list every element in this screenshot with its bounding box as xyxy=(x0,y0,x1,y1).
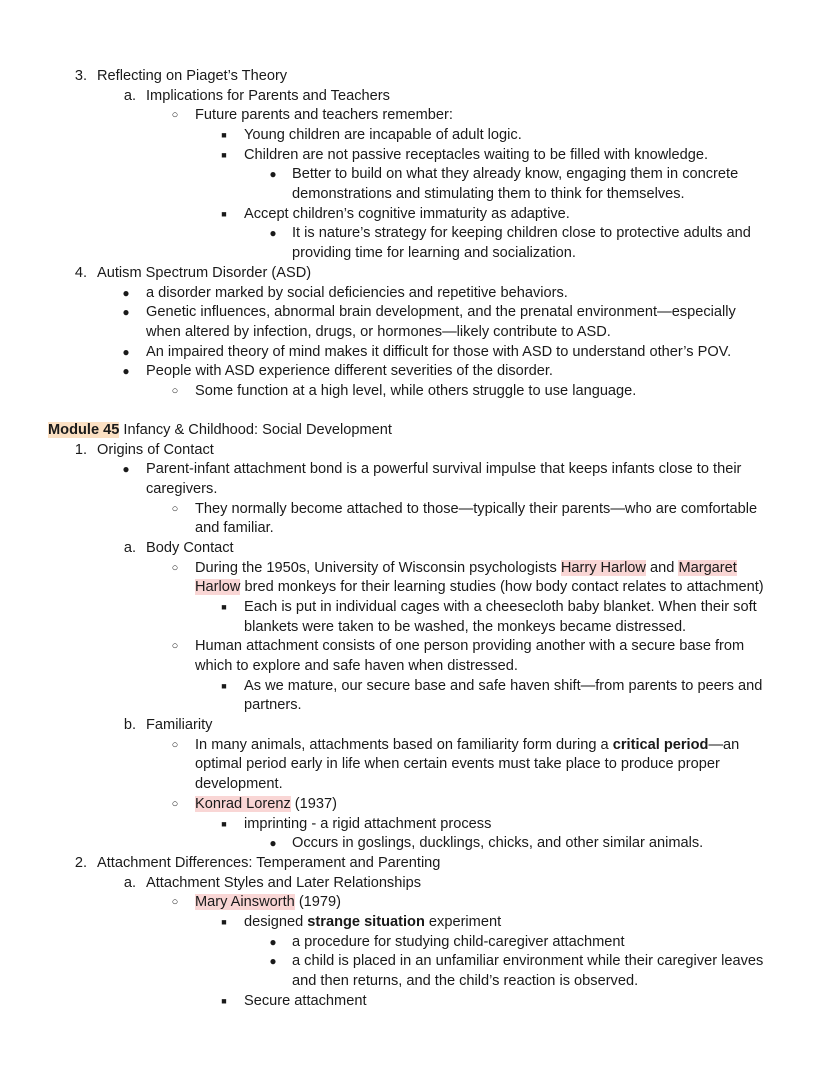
list-item-text: Secure attachment xyxy=(244,993,367,1009)
list-letter: a. xyxy=(123,540,136,556)
list-letter: a. xyxy=(123,88,136,104)
module-title: Infancy & Childhood: Social Development xyxy=(119,422,392,438)
square-bullet-icon: ■ xyxy=(221,917,227,927)
list-item-text: demonstrations and stimulating them to think for themselves. xyxy=(292,186,685,202)
list-item-text xyxy=(195,893,341,913)
subsection-heading: Body Contact xyxy=(146,540,234,556)
list-item-text: Each is put in individual cages with a cheesecloth baby blanket. When their soft xyxy=(244,599,757,615)
list-item-text: People with ASD experience different severities of the disorder. xyxy=(146,363,553,379)
square-bullet-icon: ■ xyxy=(221,996,227,1006)
disc-bullet-icon: ● xyxy=(269,935,277,949)
list-item-text: partners. xyxy=(244,697,302,713)
list-item-text: As we mature, our secure base and safe haven shift—from parents to peers and xyxy=(244,678,763,694)
list-item-text: when altered by infection, drugs, or hormones—likely contribute to ASD. xyxy=(146,324,611,340)
disc-bullet-icon: ● xyxy=(269,167,277,181)
list-item-text: optimal period early in life when certain events must take place to produce proper xyxy=(195,756,720,772)
name-highlight: Konrad Lorenz xyxy=(195,796,291,812)
list-item-text xyxy=(195,736,739,756)
subsection-heading: Attachment Styles and Later Relationships xyxy=(146,875,422,891)
list-item-text: Occurs in goslings, ducklings, chicks, and other similar animals. xyxy=(292,835,704,851)
text-run: During the 1950s, University of Wisconsin psychologists xyxy=(195,560,561,576)
subsection-heading: Familiarity xyxy=(146,717,213,733)
list-item-text: blankets were taken to be washed, the monkeys became distressed. xyxy=(244,619,687,635)
list-number: 2. xyxy=(74,855,87,871)
list-item-text: It is nature’s strategy for keeping children close to protective adults and xyxy=(292,225,751,241)
circle-bullet-icon: ○ xyxy=(171,385,179,397)
square-bullet-icon: ■ xyxy=(221,209,227,219)
text-run: —an xyxy=(708,737,740,753)
text-run: designed xyxy=(244,914,308,930)
list-item-text: imprinting - a rigid attachment process xyxy=(244,816,492,832)
list-number: 1. xyxy=(74,442,87,458)
list-item-text: providing time for learning and socialization. xyxy=(292,245,576,261)
disc-bullet-icon: ● xyxy=(269,836,277,850)
list-item-text: and then returns, and the child’s reaction is observed. xyxy=(292,973,639,989)
subsection-heading: Implications for Parents and Teachers xyxy=(146,88,390,104)
disc-bullet-icon: ● xyxy=(122,462,130,476)
list-item-text: Some function at a high level, while others struggle to use language. xyxy=(195,383,637,399)
bold-term: strange situation xyxy=(307,914,425,930)
section-heading: Attachment Differences: Temperament and Parenting xyxy=(97,855,441,871)
disc-bullet-icon: ● xyxy=(269,226,277,240)
bold-term: critical period xyxy=(612,737,709,753)
list-item-text: Future parents and teachers remember: xyxy=(195,107,453,123)
circle-bullet-icon: ○ xyxy=(171,739,179,751)
list-item-text: Young children are incapable of adult logic. xyxy=(244,127,522,143)
circle-bullet-icon: ○ xyxy=(171,562,179,574)
text-run: In many animals, attachments based on familiarity form during a xyxy=(195,737,613,753)
circle-bullet-icon: ○ xyxy=(171,798,179,810)
square-bullet-icon: ■ xyxy=(221,130,227,140)
list-item-text xyxy=(195,578,764,598)
name-highlight: Harlow xyxy=(195,579,241,595)
list-item-text: a disorder marked by social deficiencies and repetitive behaviors. xyxy=(146,285,568,301)
square-bullet-icon: ■ xyxy=(221,681,227,691)
name-highlight: Harry Harlow xyxy=(560,560,646,576)
list-item-text xyxy=(195,795,337,815)
section-heading: Origins of Contact xyxy=(97,442,214,458)
text-run: and xyxy=(645,560,679,576)
list-item-text: An impaired theory of mind makes it difficult for those with ASD to understand other’s POV. xyxy=(146,344,732,360)
circle-bullet-icon: ○ xyxy=(171,640,179,652)
section-heading: Reflecting on Piaget’s Theory xyxy=(97,68,288,84)
list-item-text: They normally become attached to those—typically their parents—who are comfortable xyxy=(195,501,758,517)
list-number: 4. xyxy=(74,265,87,281)
text-run: experiment xyxy=(424,914,502,930)
disc-bullet-icon: ● xyxy=(122,364,130,378)
list-item-text: a procedure for studying child-caregiver attachment xyxy=(292,934,625,950)
square-bullet-icon: ■ xyxy=(221,819,227,829)
list-item-text: Genetic influences, abnormal brain development, and the prenatal environment—especially xyxy=(146,304,736,320)
module-number-highlight: Module 45 xyxy=(48,422,120,438)
section-heading: Autism Spectrum Disorder (ASD) xyxy=(97,265,312,281)
list-item-text: which to explore and safe haven when distressed. xyxy=(195,658,518,674)
name-highlight: Margaret xyxy=(678,560,737,576)
square-bullet-icon: ■ xyxy=(221,602,227,612)
square-bullet-icon: ■ xyxy=(221,150,227,160)
list-item-text: caregivers. xyxy=(146,481,218,497)
text-run: (1979) xyxy=(294,894,342,910)
disc-bullet-icon: ● xyxy=(269,954,277,968)
list-item-text: a child is placed in an unfamiliar environment while their caregiver leaves xyxy=(292,953,764,969)
list-item-text: Parent-infant attachment bond is a powerful survival impulse that keeps infants close to their xyxy=(146,461,742,477)
list-item-text: development. xyxy=(195,776,283,792)
text-run: (1937) xyxy=(290,796,337,812)
list-item-text xyxy=(244,913,501,933)
circle-bullet-icon: ○ xyxy=(171,503,179,515)
list-item-text: Children are not passive receptacles waiting to be filled with knowledge. xyxy=(244,147,709,163)
list-item-text xyxy=(195,559,737,579)
list-letter: b. xyxy=(123,717,136,733)
list-item-text: and familiar. xyxy=(195,520,274,536)
list-letter: a. xyxy=(123,875,136,891)
disc-bullet-icon: ● xyxy=(122,305,130,319)
module-heading xyxy=(48,421,392,441)
circle-bullet-icon: ○ xyxy=(171,896,179,908)
list-item-text: Human attachment consists of one person providing another with a secure base from xyxy=(195,638,745,654)
disc-bullet-icon: ● xyxy=(122,345,130,359)
circle-bullet-icon: ○ xyxy=(171,109,179,121)
name-highlight: Mary Ainsworth xyxy=(195,894,295,910)
list-item-text: Better to build on what they already know, engaging them in concrete xyxy=(292,166,739,182)
list-number: 3. xyxy=(74,68,87,84)
text-run: bred monkeys for their learning studies (how body contact relates to attachment) xyxy=(240,579,764,595)
disc-bullet-icon: ● xyxy=(122,286,130,300)
list-item-text: Accept children’s cognitive immaturity as adaptive. xyxy=(244,206,570,222)
